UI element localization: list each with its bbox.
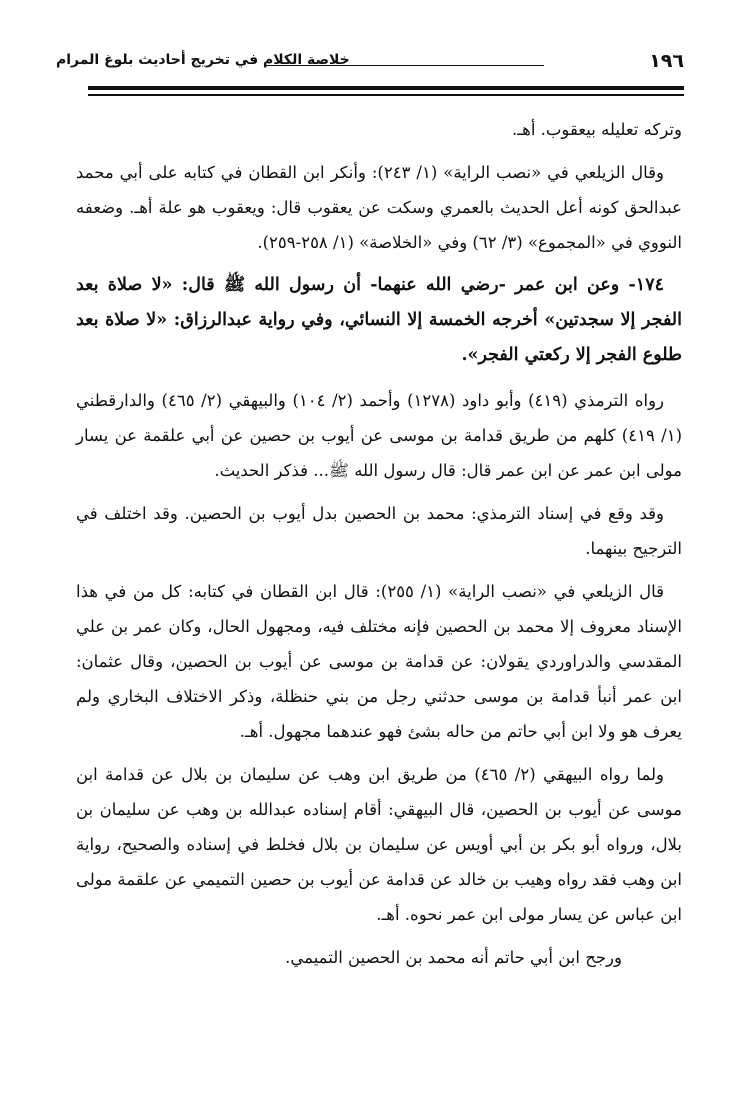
paragraph-6: قال الزيلعي في «نصب الراية» (١/ ٢٥٥): قال ابن القطان في كتابه: كل من في هذا الإسناد معروف إلا محمد بن الحصين فإنه مختلف فيه، ومجهول الحال، وكان عمر بن علي المقدسي والدراوردي يقولان: عن قدامة بن موسى عن أيوب بن الحصين، وقال عثمان: ابن عمر أنبأ قدامة بن موسى حدثني رجل من بني حنظلة، وذكر الاختلاف البخاري ولم يعرف هو ولا ابن أبي حاتم من حاله بشئ فهو عندهما مجهول. أهـ.	[76, 582, 682, 741]
header-divider-thick	[88, 86, 684, 90]
paragraph-4: رواه الترمذي (٤١٩) وأبو داود (١٢٧٨) وأحمد (٢/ ١٠٤) والبيهقي (٢/ ٤٦٥) والدارقطني (١/ ٤١٩) كلهم من طريق قدامة بن موسى عن أيوب بن حصين عن أبي علقمة عن يسار مولى ابن عمر عن ابن عمر قال: قال رسول الله ﷺ... فذكر الحديث.	[76, 391, 682, 480]
page-body	[76, 112, 682, 983]
hadith-174: ١٧٤- وعن ابن عمر -رضي الله عنهما- أن رسول الله ﷺ قال: «لا صلاة بعد الفجر إلا سجدتين» أخرجه الخمسة إلا النسائي، وفي رواية عبدالرزاق: «لا صلاة بعد طلوع الفجر إلا ركعتي الفجر».	[76, 275, 682, 365]
header-divider-thin	[88, 94, 684, 96]
page-number: ١٩٦	[649, 50, 684, 72]
paragraph-2: وقال الزيلعي في «نصب الراية» (١/ ٢٤٣): وأنكر ابن القطان في كتابه على أبي محمد عبدالحق كونه أعل الحديث بالعمري وسكت عن يعقوب قال: ويعقوب هو علة أهـ. وضعفه النووي في «المجموع» (٣/ ٦٢) وفي «الخلاصة» (١/ ٢٥٨-٢٥٩).	[76, 163, 682, 252]
paragraph-7: ولما رواه البيهقي (٢/ ٤٦٥) من طريق ابن وهب عن سليمان بن بلال عن قدامة ابن موسى عن أيوب بن الحصين، قال البيهقي: أقام إسناده عبدالله بن وهب عن سليمان بن بلال، ورواه أبو بكر بن أبي أويس عن سليمان بن بلال فخلط في إسناده والصحيح، رواية ابن وهب فقد رواه وهيب بن خالد عن قدامة عن أيوب بن حصين التميمي عن علقمة مولى ابن عباس عن يسار مولى ابن عمر نحوه. أهـ.	[76, 765, 682, 924]
paragraph-1: وتركه تعليله بيعقوب. أهـ.	[512, 120, 682, 139]
book-title: خلاصة الكلام في تخريج أحاديث بلوغ المرام	[56, 52, 350, 68]
running-header	[56, 48, 684, 78]
paragraph-5: وقد وقع في إسناد الترمذي: محمد بن الحصين بدل أيوب بن الحصين. وقد اختلف في الترجيح بينهما.	[76, 504, 682, 558]
paragraph-8: ورجح ابن أبي حاتم أنه محمد بن الحصين التميمي.	[285, 948, 622, 967]
